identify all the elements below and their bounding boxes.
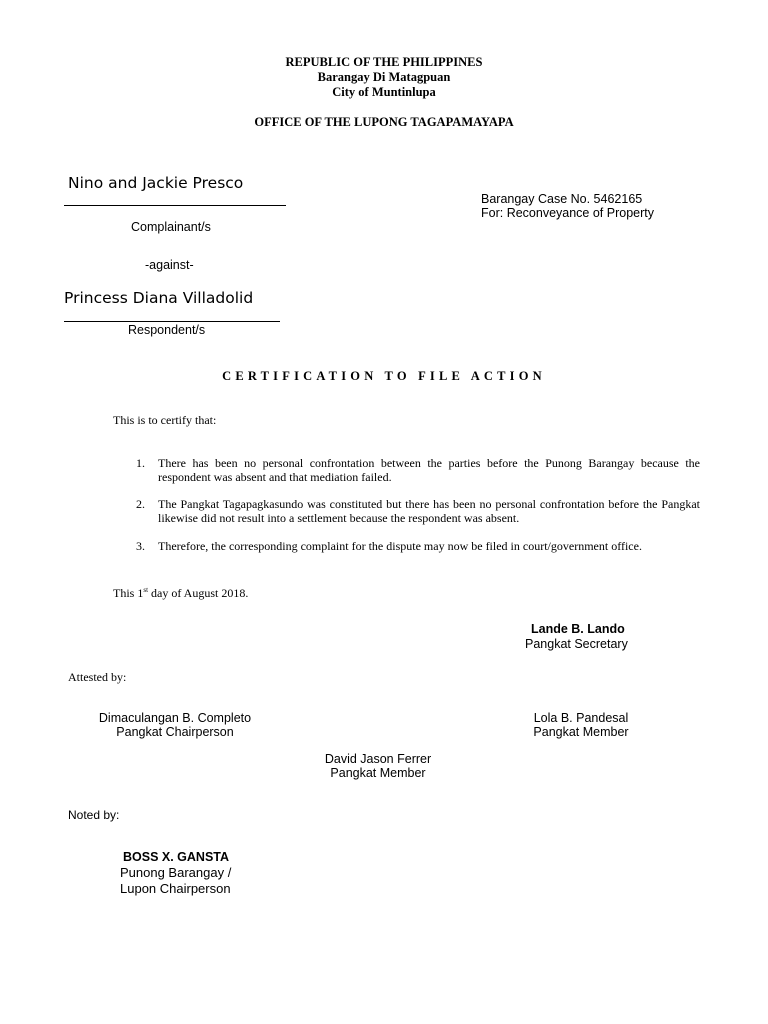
- attester-title: Pangkat Chairperson: [116, 725, 234, 739]
- case-subject: For: Reconveyance of Property: [481, 206, 654, 220]
- complainant-name: Nino and Jackie Presco: [68, 174, 244, 192]
- complainant-underline: [64, 205, 286, 206]
- item-text: The Pangkat Tagapagkasundo was constituted but there has been no personal confrontation before the Pangkat likewise did not result into a settlement because the respondent was absent.: [158, 497, 700, 525]
- document-title: CERTIFICATION TO FILE ACTION: [222, 369, 546, 383]
- attester-title: Pangkat Member: [330, 766, 426, 780]
- noter-title: Lupon Chairperson: [120, 881, 231, 896]
- attester-title: Pangkat Member: [533, 725, 629, 739]
- complainant-label: Complainant/s: [131, 220, 211, 234]
- date-rest: day of August 2018.: [148, 586, 249, 600]
- respondent-name: Princess Diana Villadolid: [64, 289, 254, 307]
- header-country: REPUBLIC OF THE PHILIPPINES: [285, 55, 483, 69]
- secretary-name: Lande B. Lando: [531, 622, 625, 636]
- header-barangay: Barangay Di Matagpuan: [317, 70, 451, 84]
- against-label: -against-: [145, 258, 194, 272]
- attested-label: Attested by:: [68, 670, 127, 684]
- respondent-underline: [64, 321, 280, 322]
- intro-text: This is to certify that:: [113, 413, 217, 427]
- item-number: 2.: [136, 497, 145, 511]
- noter-name: BOSS X. GANSTA: [123, 850, 230, 864]
- case-number: Barangay Case No. 5462165: [481, 192, 643, 206]
- header-city: City of Muntinlupa: [332, 85, 436, 99]
- noted-label: Noted by:: [68, 808, 120, 822]
- header-office: OFFICE OF THE LUPONG TAGAPAMAYAPA: [254, 115, 514, 129]
- date-ordinal: st: [143, 586, 149, 594]
- item-text: There has been no personal confrontation between the parties before the Punong Barangay because the respondent was absent and that mediation failed.: [158, 456, 700, 484]
- item-number: 3.: [136, 539, 145, 553]
- date-prefix: This 1: [113, 586, 144, 600]
- attester-name: Dimaculangan B. Completo: [98, 711, 252, 725]
- respondent-label: Respondent/s: [128, 323, 206, 337]
- noter-title: Punong Barangay /: [120, 865, 232, 880]
- item-number: 1.: [136, 456, 145, 470]
- attester-name: Lola B. Pandesal: [533, 711, 629, 725]
- attester-name: David Jason Ferrer: [324, 752, 432, 766]
- secretary-title: Pangkat Secretary: [525, 637, 628, 651]
- date-line: [113, 586, 248, 601]
- item-text: Therefore, the corresponding complaint for the dispute may now be filed in court/government office.: [158, 539, 642, 553]
